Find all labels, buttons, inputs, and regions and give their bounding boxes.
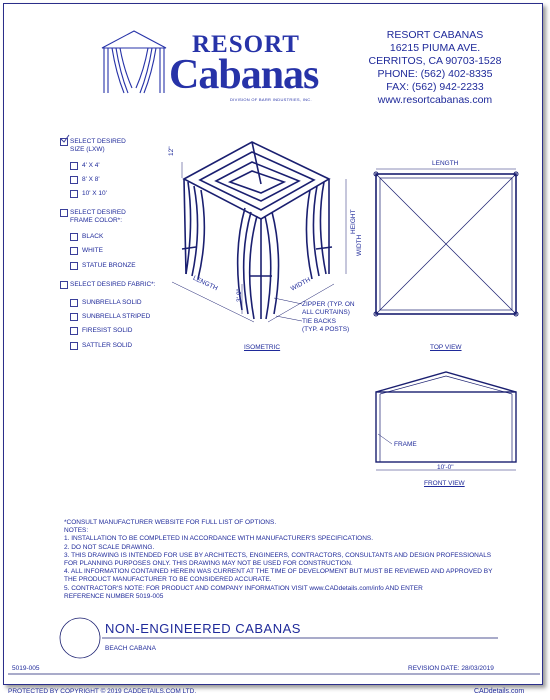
check-icon: [60, 134, 70, 144]
size-option-10x10: 10' X 10': [82, 190, 107, 197]
frame-checkbox[interactable]: [60, 209, 68, 217]
note-line: REFERENCE NUMBER 5019-005: [64, 592, 164, 600]
note-line: 3. THIS DRAWING IS INTENDED FOR USE BY ARCHITECTS, ENGINEERS, CONTRACTORS, CONSULTANTS AND DESIGN PROFESSIONALS: [64, 551, 492, 559]
frame-option-white: WHITE: [82, 247, 103, 254]
front-view-label: FRONT VIEW: [424, 480, 465, 487]
dim-12-inch: 12": [168, 146, 175, 156]
logo-division: DIVISION OF BARR INDUSTRIES, INC.: [230, 97, 312, 102]
footer-rule: [8, 673, 540, 675]
logo-word-cabanas: Cabanas: [169, 52, 319, 98]
drawing-title: NON-ENGINEERED CABANAS: [105, 621, 301, 636]
dim-3ft-label: 3'-0": [236, 289, 243, 302]
fabric-checkbox[interactable]: [60, 281, 68, 289]
top-view-label: TOP VIEW: [430, 344, 462, 351]
frame-callout: FRAME: [394, 441, 417, 448]
frame-option-checkbox[interactable]: [70, 233, 78, 241]
notes-header: NOTES:: [64, 527, 89, 535]
size-option-checkbox[interactable]: [70, 176, 78, 184]
frame-option-bronze: STATUE BRONZE: [82, 262, 136, 269]
company-address2: CERRITOS, CA 90703-1528: [368, 55, 502, 67]
reference-number: 5019-005: [12, 665, 40, 672]
note-line: 4. ALL INFORMATION CONTAINED HEREIN WAS CURRENT AT THE TIME OF DEVELOPMENT BUT MUST BE REVIEWED AND APPROVED BY: [64, 568, 493, 576]
notes-block: [64, 519, 492, 601]
top-length-label: LENGTH: [432, 160, 459, 167]
company-info: [360, 29, 510, 107]
company-address1: 16215 PIUMA AVE.: [389, 42, 481, 54]
fabric-option-sunbrella-striped: SUNBRELLA STRIPED: [82, 313, 151, 320]
note-line: FOR PLANNING PURPOSES ONLY. THIS DRAWING MAY NOT BE USED FOR CONSTRUCTION.: [64, 560, 353, 568]
leader-lines: [272, 296, 304, 332]
note-line: 5. CONTRACTOR'S NOTE: FOR PRODUCT AND COMPANY INFORMATION VISIT www.CADdetails.com/info AND ENTER: [64, 584, 423, 592]
company-phone: PHONE: (562) 402-8335: [377, 68, 493, 80]
fabric-option-sunbrella-solid: SUNBRELLA SOLID: [82, 299, 142, 306]
caddetails-link[interactable]: CADdetails.com: [474, 688, 525, 695]
drawing-sheet: [3, 3, 543, 685]
logo-word-resort: RESORT: [192, 31, 300, 58]
drawing-subtitle: BEACH CABANA: [105, 645, 156, 652]
note-line: 1. INSTALLATION TO BE COMPLETED IN ACCORDANCE WITH MANUFACTURER'S SPECIFICATIONS.: [64, 535, 374, 543]
frame-label-2: FRAME COLOR*:: [70, 217, 123, 224]
dim-length-label: LENGTH: [191, 274, 219, 293]
zipper-note: ZIPPER (TYP. ON: [302, 301, 355, 308]
note-line: 2. DO NOT SCALE DRAWING.: [64, 543, 155, 551]
notes-consult: *CONSULT MANUFACTURER WEBSITE FOR FULL LIST OF OPTIONS.: [64, 519, 277, 526]
size-label-2: SIZE (LXW): [70, 146, 105, 153]
dim-height-label: HEIGHT: [350, 209, 357, 234]
note-line: THE PRODUCT MANUFACTURER TO BE CONSIDERED ACCURATE.: [64, 576, 272, 584]
copyright: PROTECTED BY COPYRIGHT © 2019 CADDETAILS.COM LTD.: [8, 688, 197, 695]
house-logo-icon: [94, 28, 174, 98]
company-website[interactable]: www.resortcabanas.com: [377, 94, 493, 106]
fabric-option-firesist: FIRESIST SOLID: [82, 327, 133, 334]
size-label: SELECT DESIRED: [70, 138, 126, 145]
zipper-note-2: ALL CURTAINS): [302, 309, 350, 316]
frame-option-black: BLACK: [82, 233, 104, 240]
frame-option-checkbox[interactable]: [70, 262, 78, 270]
dim-width-label: WIDTH: [289, 276, 312, 293]
frame-option-checkbox[interactable]: [70, 247, 78, 255]
top-view-drawing: [372, 166, 522, 324]
fabric-option-checkbox[interactable]: [70, 327, 78, 335]
company-name: RESORT CABANAS: [386, 29, 484, 41]
front-dim-label: 10'-0": [437, 464, 454, 471]
fabric-option-sattler: SATTLER SOLID: [82, 342, 133, 349]
size-option-checkbox[interactable]: [70, 162, 78, 170]
tieback-note: TIE BACKS: [302, 318, 336, 325]
size-option-checkbox[interactable]: [70, 190, 78, 198]
tieback-note-2: (TYP. 4 POSTS): [302, 326, 350, 333]
company-fax: FAX: (562) 942-2233: [386, 81, 484, 93]
top-width-label: WIDTH: [356, 234, 363, 256]
fabric-option-checkbox[interactable]: [70, 313, 78, 321]
fabric-label: SELECT DESIRED FABRIC*:: [70, 281, 156, 288]
isometric-view-label: ISOMETRIC: [244, 344, 281, 351]
size-option-4x4: 4' X 4': [82, 162, 100, 169]
frame-label: SELECT DESIRED: [70, 209, 126, 216]
fabric-option-checkbox[interactable]: [70, 342, 78, 350]
revision-date: REVISION DATE: 28/03/2019: [408, 665, 494, 672]
size-option-8x8: 8' X 8': [82, 176, 100, 183]
fabric-option-checkbox[interactable]: [70, 299, 78, 307]
